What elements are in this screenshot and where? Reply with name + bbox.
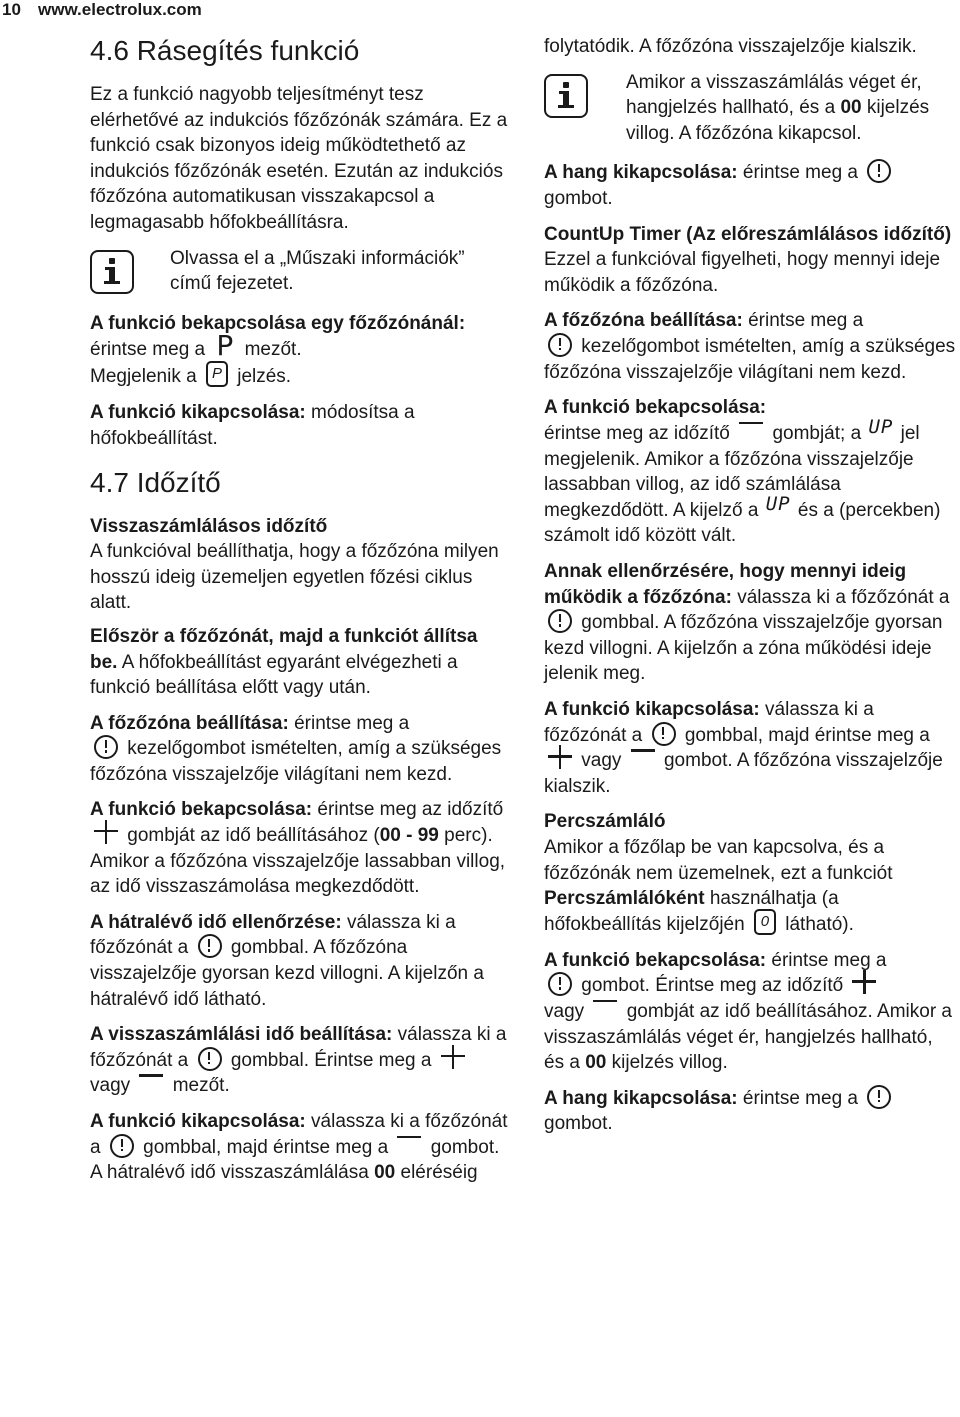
s47-off-text-d: eléréséig [400, 1162, 478, 1184]
clock-icon [198, 1047, 222, 1071]
mm-on-paragraph [544, 948, 956, 1076]
mm-on-text-e: kijelzés villog. [611, 1052, 728, 1074]
up-display-icon: UP [765, 492, 791, 515]
left-column [90, 34, 510, 1196]
s47-on-text-c: perc). Amikor a főzőzóna visszajelzője lassabban villog, az idő visszaszámolása megkezdődött. [90, 825, 506, 898]
cu-on-text-b: gombját; a [772, 422, 862, 444]
countdown-heading: Visszaszámlálásos időzítő [90, 515, 328, 537]
minus-icon [397, 1130, 421, 1154]
s47-change-text-d: mezőt. [172, 1075, 230, 1097]
cu-off-text-b: gombbal, majd érintse meg a [684, 724, 930, 746]
info-icon [544, 74, 588, 118]
s47-off-00: 00 [374, 1162, 396, 1184]
cu-on-text-c: jel megjelenik. Amikor a főzőzóna visszajelzője lassabban villog, az idő számlálása megkezdődött. A kijelző a [544, 422, 920, 521]
s46-appears-text-b: jelzés. [237, 366, 292, 388]
plus-icon [94, 820, 118, 844]
plus-icon [441, 1045, 465, 1069]
s47-off-text-b: gombbal, majd érintse meg a [143, 1136, 389, 1158]
plus-icon [852, 970, 876, 994]
s47-range: 00 - 99 [379, 825, 439, 847]
s47-off-text: válassza ki a főzőzónát a [90, 1111, 508, 1158]
minute-minder-heading: Percszámláló [544, 811, 666, 833]
sound-off-text-b: gombot. [544, 187, 613, 209]
s46-off-text: módosítsa a hőfokbeállítást. [90, 402, 415, 449]
cu-off-text-d: gombot. A főzőzóna visszajelzője kialszik. [544, 750, 943, 797]
cu-on-label: A funkció bekapcsolása: [544, 397, 767, 419]
cu-check-paragraph [544, 559, 956, 687]
minus-icon [593, 994, 617, 1018]
s47-set-paragraph [90, 711, 510, 788]
s47-check-label: A hátralévő idő ellenőrzése: [90, 911, 342, 933]
page-number: 10 [2, 0, 21, 19]
minus-icon [631, 743, 655, 767]
mm-on-text-c: vagy [544, 1000, 585, 1022]
s46-off-paragraph [90, 400, 510, 451]
info-icon [90, 250, 134, 294]
mm-sound-label: A hang kikapcsolása: [544, 1087, 738, 1109]
clock-icon [548, 333, 572, 357]
mm-on-text-b: gombot. Érintse meg az időzítő [581, 975, 844, 997]
cu-set-text-b: kezelőgombot ismételten, amíg a szükséges főzőzóna visszajelzője világítani nem kezd. [544, 335, 956, 383]
countup-section [544, 222, 956, 299]
clock-icon [198, 934, 222, 958]
s46-on-text: érintse meg a [90, 339, 206, 361]
s47-on-label: A funkció bekapcsolása: [90, 799, 313, 821]
plus-icon [548, 745, 572, 769]
cu-set-text: érintse meg a [748, 310, 864, 332]
mm-on-text-d: gombját az idő beállításához. Amikor a visszaszámlálás véget ér, hangjelzés hallható, és a [544, 1000, 952, 1074]
mm-sound-text: érintse meg a [742, 1087, 858, 1109]
s46-on-paragraph [90, 311, 510, 391]
note-text [626, 70, 956, 147]
minus-icon [139, 1068, 163, 1092]
note-text-a: Amikor a visszaszámlálás véget ér, hangjelzés hallható, és a [626, 71, 922, 119]
cu-off-text: válassza ki a főzőzónát a [544, 699, 874, 746]
cu-on-text-d: és a (percekben) számolt idő között vált. [544, 499, 941, 547]
s47-on-text-b: gombját az idő beállításához ( [127, 825, 380, 847]
s47-off-text-c: gombot. A hátralévő idő visszaszámlálása [90, 1136, 500, 1184]
note-text: Olvassa el a „Műszaki információk” című fejezetet. [170, 247, 465, 295]
s47-check-paragraph [90, 910, 510, 1012]
s47-change-label: A visszaszámlálási idő beállítása: [90, 1024, 393, 1046]
mm-on-label: A funkció bekapcsolása: [544, 949, 767, 971]
continued-text: folytatódik. A főzőzóna visszajelzője kialszik. [544, 36, 917, 57]
clock-icon [867, 1085, 891, 1109]
right-column [544, 34, 956, 1147]
s47-check-text-b: gombbal. A főzőzóna visszajelzője gyorsan kezd villogni. A kijelzőn a hátralévő idő látható. [90, 937, 484, 1010]
s47-set-label: A főzőzóna beállítása: [90, 712, 289, 734]
note-00: 00 [840, 97, 862, 119]
cu-check-label: Annak ellenőrzésére, hogy mennyi ideig működik a főzőzóna: [544, 561, 907, 608]
s47-off-label: A funkció kikapcsolása: [90, 1111, 306, 1132]
countup-heading: CountUp Timer (Az előreszámlálásos időzítő) [544, 223, 952, 245]
power-boost-icon: P [216, 329, 234, 363]
clock-icon [548, 609, 572, 633]
clock-icon [867, 159, 891, 183]
minus-icon [739, 416, 763, 440]
cu-check-text-b: gombbal. A főzőzóna visszajelzője gyorsan kezd villogni. A kijelzőn a zóna működési ideje jelenik meg. [544, 612, 943, 685]
s47-first-label: Először a főzőzónát, majd a funkciót állítsa be. [90, 625, 478, 673]
mm-sound-text-b: gombot. [544, 1113, 613, 1135]
cu-off-paragraph [544, 697, 956, 799]
site-url: www.electrolux.com [38, 0, 202, 19]
s47-first-text: A hőfokbeállítást egyaránt elvégezheti a funkció beállítása előtt vagy után. [90, 651, 458, 699]
mm-sound-paragraph [544, 1086, 956, 1137]
mm-bold: Percszámlálóként [544, 888, 705, 910]
info-note-technical [90, 246, 510, 297]
cu-set-label: A főzőzóna beállítása: [544, 310, 743, 332]
info-note-countdown-end [544, 70, 956, 147]
s46-appears-text: Megjelenik a [90, 366, 197, 388]
mm-on-text: érintse meg a [771, 949, 887, 971]
cu-set-paragraph [544, 308, 956, 385]
s46-off-label: A funkció kikapcsolása: [90, 402, 306, 424]
mm-text-c: látható). [785, 913, 854, 935]
sound-off-text: érintse meg a [742, 162, 858, 184]
s46-on-text-b: mezőt. [244, 339, 302, 361]
section-4-6-title: 4.6 Rásegítés funkció [90, 35, 360, 66]
section-4-7-title: 4.7 Időzítő [90, 466, 221, 498]
cu-check-text: válassza ki a főzőzónát a [737, 586, 950, 608]
s47-change-paragraph [90, 1022, 510, 1099]
s47-on-text: érintse meg az időzítő [317, 799, 504, 821]
minute-minder-section [544, 809, 956, 937]
clock-icon [94, 735, 118, 759]
up-display-icon: UP [868, 415, 894, 438]
cu-on-paragraph [544, 395, 956, 549]
s47-check-text: válassza ki a főzőzónát a [90, 911, 456, 959]
mm-on-00: 00 [585, 1052, 607, 1074]
s47-intro: A funkcióval beállíthatja, hogy a főzőzóna milyen hosszú ideig üzemeljen egyetlen főzési ciklus alatt. [90, 541, 499, 614]
clock-icon [652, 722, 676, 746]
s47-on-paragraph [90, 797, 510, 899]
sound-off-paragraph [544, 160, 956, 211]
s47-change-text-c: vagy [90, 1075, 131, 1097]
s47-first-paragraph [90, 624, 510, 701]
s47-off-paragraph [90, 1109, 510, 1186]
sound-off-label: A hang kikapcsolása: [544, 162, 738, 184]
cu-off-text-c: vagy [581, 750, 622, 772]
mm-text-b: használhatja (a hőfokbeállítás kijelzőjén [544, 888, 839, 935]
cu-off-label: A funkció kikapcsolása: [544, 699, 760, 721]
s47-subsection [90, 514, 510, 616]
power-boost-display-icon: P [206, 361, 228, 387]
cu-on-text: érintse meg az időzítő [544, 422, 730, 444]
s46-intro: Ez a funkció nagyobb teljesítményt tesz elérhetővé az indukciós főzőzónák számára. Ez a funkció csak bizonyos ideig működtethető az indukciós főzőzónák esetén. Ezután az indukciós főzőzóna automatikusan visszakapcsol a legmagasabb hőfokbeállításra. [90, 84, 508, 233]
s47-change-text-b: gombbal. Érintse meg a [230, 1049, 432, 1071]
s47-set-text: érintse meg a [294, 712, 410, 734]
s46-on-label: A funkció bekapcsolása egy főzőzónánál: [90, 312, 466, 334]
countup-intro: Ezzel a funkcióval figyelheti, hogy mennyi ideje működik a főzőzóna. [544, 249, 941, 296]
s47-change-text: válassza ki a főzőzónát a [90, 1024, 507, 1071]
note-text-b: kijelzés villog. A főzőzóna kikapcsol. [626, 97, 930, 144]
s47-set-text-b: kezelőgombot ismételten, amíg a szükséges főzőzóna visszajelzője világítani nem kezd. [90, 738, 502, 785]
clock-icon [548, 972, 572, 996]
clock-icon [110, 1134, 134, 1158]
mm-text: Amikor a főzőlap be van kapcsolva, és a főzőzónák nem üzemelnek, ezt a funkciót [544, 837, 893, 884]
zero-display-icon: 0 [754, 909, 776, 935]
